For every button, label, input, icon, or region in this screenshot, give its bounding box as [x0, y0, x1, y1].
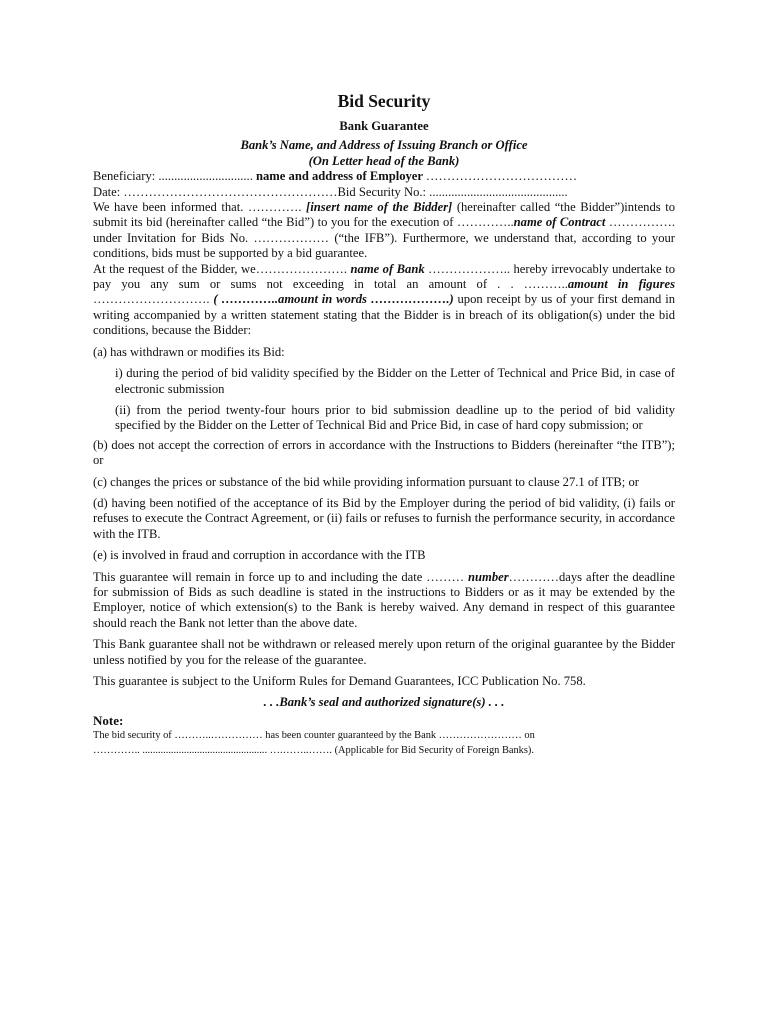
beneficiary-dots-2: ……………………………… — [425, 169, 578, 184]
letterhead-line: (On Letter head of the Bank) — [308, 153, 460, 168]
condition-d: (d) having been notified of the acceptance of its Bid by the Employer during the period of bid validity, (i) fails or refuses to execute the Contract Agreement, or (ii) fails or refuses to furnish the performance security, in accordance with the ITB. — [93, 495, 675, 541]
bid-security-no-dots: ............................................ — [429, 184, 568, 199]
paragraph-text: We have been informed that. …………. — [93, 200, 307, 215]
days-number-field: number — [468, 569, 509, 584]
condition-a-ii: (ii) from the period twenty-four hours prior to bid submission deadline up to the period of bid validity specified by the Bidder on the Letter of Technical Bid and Price Bid, in case of hard copy submission; or — [115, 402, 675, 433]
condition-a: (a) has withdrawn or modifies its Bid: — [93, 344, 285, 359]
paragraph-text: (hereinafter called “the Bidder”)intends to submit its bid (hereinafter called “the Bid”) to you for the execution of ………….. — [93, 200, 676, 230]
beneficiary-dots: .............................. — [158, 169, 253, 184]
paragraph-text: ……………. under Invitation for Bids No. ……………… (“the IFB”). Furthermore, we understand that, according to your conditions, bids must be supported by a bid guarantee. — [93, 215, 675, 261]
paragraph-request — [93, 262, 675, 339]
contract-name-field: name of Contract — [513, 215, 606, 230]
date-line — [93, 185, 675, 200]
document-title: Bid Security — [337, 91, 431, 111]
paragraph-text: At the request of the Bidder, we…………………. — [93, 261, 351, 276]
date-dots: …………………………………………… — [123, 184, 338, 199]
condition-e: (e) is involved in fraud and corruption in accordance with the ITB — [93, 548, 426, 563]
paragraph-text: upon receipt by us of your first demand in writing accompanied by a written statement stating that the Bidder is in breach of its obligation(s) under the bid conditions, because the Bidder: — [93, 292, 675, 338]
note-line-1: The bid security of ………..…………… has been counter guaranteed by the Bank …………………… on — [93, 730, 535, 742]
beneficiary-line — [93, 169, 675, 184]
note-line-2: ………….. ................................................ ….……..……. (Applicable for Bid Security of Foreign Banks). — [93, 745, 534, 757]
paragraph-text: ……………….. hereby irrevocably undertake to pay you any sum or sums not exceeding in total an amount of . . ……….. — [93, 261, 675, 292]
paragraph-uniform-rules: This guarantee is subject to the Uniform Rules for Demand Guarantees, ICC Publication No. 758. — [93, 674, 586, 688]
bank-name-address-line: Bank’s Name, and Address of Issuing Branch or Office — [240, 138, 528, 153]
paragraph-informed — [93, 200, 675, 262]
condition-a-i-text: i) during the period of bid validity specified by the Bidder on the Letter of Technical and Price Bid, in case of electronic submission — [115, 366, 675, 396]
note-label: Note: — [93, 712, 124, 728]
paragraph-withdrawal: This Bank guarantee shall not be withdrawn or released merely upon return of the original guarantee by the Bidder unless notified by you for the release of the guarantee. — [93, 637, 675, 667]
paragraph-text: …………days after the deadline for submission of Bids as such deadline is stated in the instructions to Bidders or as it may be extended by the Employer, notice of which extension(s) to the Bank is hereby waived. Any demand in respect of this guarantee should reach the Bank not letter than the above date. — [93, 569, 676, 630]
document-page — [93, 86, 675, 758]
bid-security-no-label: Bid Security No.: — [337, 184, 430, 199]
bank-name-field: name of Bank — [350, 261, 425, 276]
bidder-name-field: [insert name of the Bidder] — [306, 200, 453, 215]
amount-figures-field: amount in figures — [567, 277, 675, 292]
beneficiary-field: name and address of Employer — [252, 169, 426, 184]
amount-words-field: ( …………..amount in words ……………….) — [213, 292, 454, 307]
condition-b: (b) does not accept the correction of errors in accordance with the Instructions to Bidders (hereinafter “the ITB”); or — [93, 437, 675, 468]
beneficiary-label: Beneficiary: — [93, 169, 159, 184]
signature-line: . . .Bank’s seal and authorized signature(s) . . . — [263, 695, 505, 710]
paragraph-text: This guarantee will remain in force up to and including the date ……… — [93, 569, 469, 584]
document-subtitle: Bank Guarantee — [339, 119, 429, 133]
condition-a-i — [93, 366, 675, 397]
condition-c: (c) changes the prices or substance of the bid while providing information pursuant to clause 27.1 of ITB; or — [93, 474, 639, 489]
paragraph-text: ………………………. — [93, 292, 214, 307]
paragraph-validity — [93, 570, 675, 632]
date-label: Date: — [93, 184, 124, 199]
